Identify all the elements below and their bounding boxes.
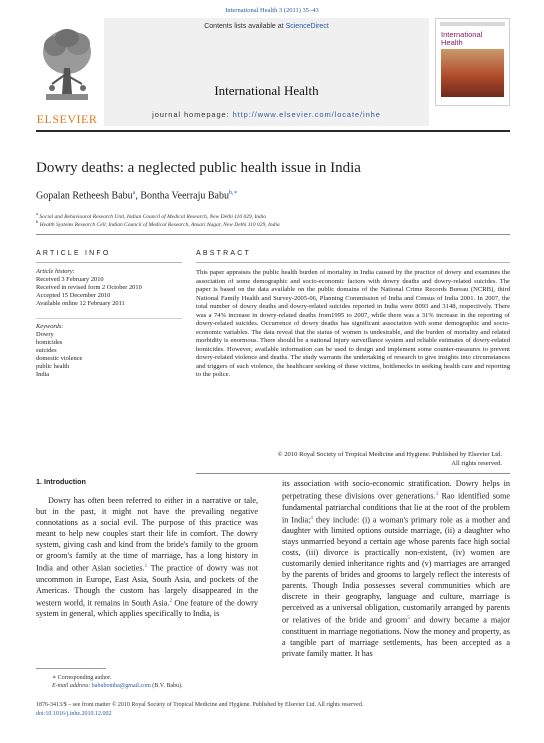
reference-link[interactable]: 4	[310, 515, 313, 521]
article-info-rule	[36, 262, 182, 263]
body-column-left	[36, 495, 258, 619]
affiliation-mark: b	[36, 219, 39, 224]
footnote-text: Corresponding author.	[57, 675, 112, 681]
cover-photo	[441, 49, 504, 97]
keyword: domestic violence	[36, 355, 83, 362]
footnote-mark: ∗	[52, 675, 57, 681]
history-item: Accepted 15 December 2010	[36, 292, 111, 299]
masthead-rule	[36, 130, 510, 132]
article-title: Dowry deaths: a neglected public health issue in India	[36, 160, 361, 176]
header-divider	[36, 234, 510, 235]
journal-homepage-bar	[104, 108, 510, 122]
body-text: its association with socio-economic stratification. Dowry helps in perpetrating these divisions over generations.	[282, 479, 510, 501]
keyword: public health	[36, 363, 70, 370]
doi-link[interactable]: doi:10.1016/j.inhe.2010.12.002	[36, 710, 112, 717]
history-item: Received 3 February 2010	[36, 276, 104, 283]
author-list	[36, 189, 238, 201]
cover-header-strip	[440, 22, 505, 26]
email-link[interactable]: babubontha@gmail.com	[91, 683, 151, 689]
affiliation-mark: a	[36, 211, 39, 216]
email-suffix: (B.V. Babu).	[150, 683, 183, 689]
journal-homepage-link[interactable]: http://www.elsevier.com/locate/inhe	[232, 110, 381, 119]
body-text: and dowry became a major constituent in marriage negotiations. Now the money and property, as a tangible part of marriage settlements, has been accepted as a private family matter. It has	[282, 616, 510, 659]
reference-link[interactable]: 1	[144, 564, 148, 569]
publisher-wordmark: ELSEVIER	[36, 112, 98, 126]
email-label: E-mail address:	[52, 683, 91, 689]
homepage-prefix: journal homepage:	[152, 110, 230, 119]
cover-title	[441, 31, 482, 47]
reference-link[interactable]: 3	[435, 492, 439, 497]
author-name[interactable]: Bontha Veerraju Babu	[140, 190, 229, 202]
footnote-rule	[36, 668, 106, 669]
page-footer	[36, 701, 363, 718]
reference-link[interactable]: 2	[169, 598, 172, 604]
copyright-line: © 2010 Royal Society of Tropical Medicine and Hygiene. Published by Elsevier Ltd.	[277, 451, 502, 458]
affiliation-text: Social and Behavioural Research Unit, Indian Council of Medical Research, New Delhi 110 029, India	[39, 213, 267, 220]
body-text: The practice of dowry was not uncommon in Europe, East Asia, South Asia, and pockets of the Americas. Though the custom has largely disappeared in the western world, it remains in South Asia.	[36, 563, 258, 608]
body-text: Rao identified some fundamental patriarchal conditions that lie at the root of the problem in India;	[282, 491, 510, 525]
keywords-label: Keywords:	[36, 323, 64, 330]
journal-cover-thumbnail[interactable]	[435, 18, 510, 106]
history-item: Available online 12 February 2011	[36, 300, 125, 307]
history-item: Received in revised form 2 October 2010	[36, 284, 142, 291]
keyword: Dowry	[36, 331, 54, 338]
body-column-right	[282, 478, 510, 659]
history-label: Article history:	[36, 268, 75, 275]
keywords	[36, 323, 182, 379]
publisher-logo	[36, 18, 98, 126]
cover-title-line-1: International	[441, 30, 483, 39]
journal-reference[interactable]: International Health 3 (2011) 35–43	[225, 7, 319, 14]
abstract-heading: ABSTRACT	[196, 250, 251, 257]
author-name[interactable]: Gopalan Retheesh Babu	[36, 190, 133, 202]
keyword: India	[36, 371, 50, 378]
keyword: homicides	[36, 339, 63, 346]
journal-masthead	[36, 18, 510, 126]
corresponding-author-footnote	[52, 674, 183, 690]
body-text: One feature of the dowry system in general, which applies specifically to India, is	[36, 598, 258, 619]
body-text: they include: (i) a woman's primary role as a mother and daughter with limited options outside marriage, (ii) a daughter who stays unmarried beyond a certain age whose parents face high social costs, (iii) divorce is practically non-existent, (iv) women are customarily denied inheritance rights and (v) marriages are arranged by the parents of brides and grooms to largely reflect the interests of parents. Though India possesses several communities which are discrete in their geography, language and culture, marriage is perceived as a universal obligation, customarily arranged by parents or relatives of the bride and groom	[282, 515, 511, 626]
info-separator	[36, 318, 182, 319]
front-matter-notice: 1876-3413/$ – see front matter © 2010 Royal Society of Tropical Medicine and Hygiene. Published by Elsevier Ltd. All rights reserved.	[36, 702, 364, 708]
contents-availability	[104, 23, 429, 30]
article-info-heading: ARTICLE INFO	[36, 250, 111, 257]
affiliation	[36, 219, 280, 228]
affiliation-mark[interactable]: b,∗	[229, 190, 238, 196]
affiliation-text: Health Systems Research Cell, Indian Council of Medical Research, Ansari Nagar, New Delhi 110 029, India	[39, 221, 280, 228]
body-text: Dowry has often been referred to either in a narrative or tale, but in the past, it might not have the prevailing negative connotations as a social evil. The purpose of this practice was meant to help new couples start their life in comfort. The dowry system, giving cash and kind from the bride's family to the groom or groom's family at the time of marriage, has a long history in India and other Asian societies.	[36, 496, 258, 573]
abstract-rule	[196, 262, 510, 263]
reference-link[interactable]: 5	[407, 616, 410, 622]
author-separator: ,	[135, 190, 141, 202]
journal-name: International Health	[214, 83, 319, 98]
copyright-line: All rights reserved.	[451, 459, 502, 467]
article-history	[36, 268, 182, 308]
abstract-text: This paper appraises the public health burden of mortality in India caused by the practice of dowry and examines the association of some demographic and socio-economic factors with dowry deaths and dowry-related suicides. The paper is based on the data available on the public domains of the National Crime Records Bureau (NCRB), third National Family Health and Survey-2005-06, Planning Commission of India and Census of India 2001. In 2007, the total number of dowry deaths and dowry-related suicides reported in India were 8093 and 3148, respectively. There was a 74% increase in dowry-related deaths from1995 to 2007, while there was a 31% increase in the reporting of dowry-related suicides. Occurrence of dowry deaths has significant association with some demographic and socio-economic variables. The data reveal that the status of women is undesirable, and the burden of mortality and related morbidity is enormous. There should be a national injury surveillance system and reliable estimates of dowry-related homicides. However, available information can be used to design and implement some counter-measures to prevent dowry-related violence and deaths. The study warrants the undertaking of research to give insights into circumstances and triggers of such violence, the healthcare seeking of these victims, bottlenecks in seeking health care and reporting to the police.	[196, 269, 510, 378]
elsevier-tree-icon	[40, 24, 94, 106]
sciencedirect-link[interactable]: ScienceDirect	[285, 23, 329, 30]
abstract-bottom-rule	[196, 473, 510, 474]
journal-homepage-line	[104, 110, 429, 119]
section-heading: 1. Introduction	[36, 477, 86, 486]
cover-title-line-2: Health	[441, 38, 463, 47]
affiliation-mark[interactable]: a	[132, 190, 136, 196]
keyword: suicides	[36, 347, 57, 354]
contents-prefix: Contents lists available at	[204, 23, 284, 30]
abstract-copyright	[196, 451, 502, 468]
